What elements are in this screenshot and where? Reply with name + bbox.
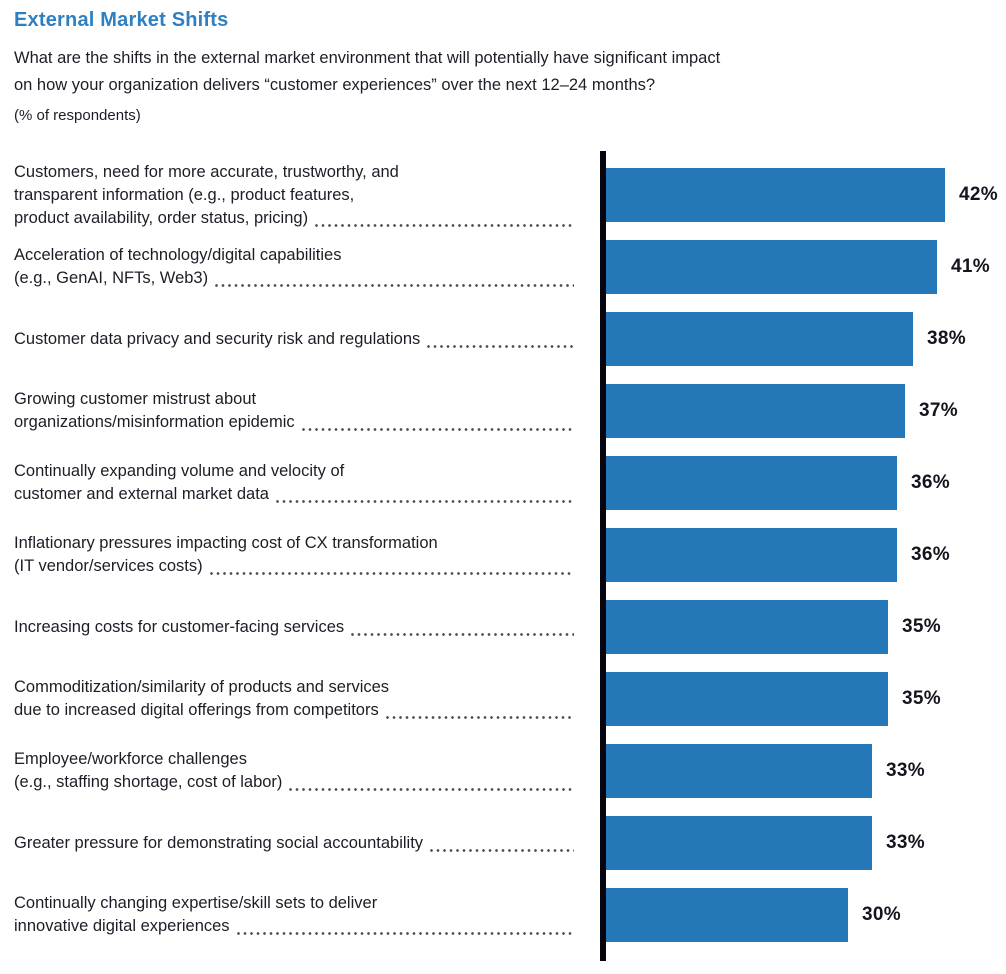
dotted-leader — [315, 223, 574, 227]
dotted-leader — [302, 427, 574, 431]
bar-cell — [606, 456, 950, 510]
value-label: 30% — [862, 904, 901, 925]
bar-row — [14, 303, 1006, 375]
category-label-line — [14, 771, 578, 794]
category-label-line — [14, 699, 578, 722]
category-label-text: innovative digital experiences — [14, 917, 230, 935]
bar-chart — [14, 159, 1006, 951]
bar-row — [14, 375, 1006, 447]
bar-cell — [606, 168, 998, 222]
category-label-line: Acceleration of technology/digital capabilities — [14, 246, 342, 264]
bar-cell — [606, 384, 958, 438]
value-label: 35% — [902, 688, 941, 709]
bar-row — [14, 591, 1006, 663]
category-label — [14, 328, 578, 351]
bar — [606, 672, 888, 726]
bar-cell — [606, 600, 941, 654]
bar — [606, 312, 913, 366]
category-label-text: customer and external market data — [14, 485, 269, 503]
category-label-line: transparent information (e.g., product features, — [14, 185, 355, 204]
survey-question-line: What are the shifts in the external market environment that will potentially have significant impact — [14, 49, 721, 67]
bar-cell — [606, 744, 925, 798]
category-label-line — [14, 267, 578, 290]
category-label — [14, 388, 578, 434]
category-label-text: due to increased digital offerings from competitors — [14, 701, 379, 719]
category-label-line: Growing customer mistrust about — [14, 390, 257, 408]
bar-row — [14, 231, 1006, 303]
bar-row — [14, 735, 1006, 807]
bar-row — [14, 159, 1006, 231]
category-label-text: Customer data privacy and security risk and regulations — [14, 329, 421, 348]
category-label-line — [14, 328, 578, 351]
bar — [606, 888, 848, 942]
dotted-leader — [276, 499, 574, 503]
category-label-text: (e.g., GenAI, NFTs, Web3) — [14, 269, 209, 287]
bar — [606, 816, 872, 870]
category-label-line — [14, 555, 578, 578]
value-label: 33% — [886, 760, 925, 781]
category-label-line: Inflationary pressures impacting cost of CX transformation — [14, 534, 438, 552]
value-label: 33% — [886, 832, 925, 853]
category-label-line — [14, 483, 578, 506]
category-label-line — [14, 832, 578, 855]
category-label-text: Greater pressure for demonstrating social accountability — [14, 833, 424, 852]
dotted-leader — [427, 344, 574, 348]
bar — [606, 456, 897, 510]
category-label-text: product availability, order status, pricing) — [14, 208, 309, 227]
bar-cell — [606, 312, 966, 366]
category-label-line — [14, 915, 578, 938]
dotted-leader — [430, 848, 574, 852]
axis-line — [600, 151, 606, 961]
bar-row — [14, 447, 1006, 519]
bar-row — [14, 807, 1006, 879]
category-label — [14, 832, 578, 855]
dotted-leader — [386, 715, 574, 719]
dotted-leader — [351, 632, 574, 636]
category-label-line — [14, 616, 578, 639]
category-label-line: Continually changing expertise/skill sets to deliver — [14, 894, 378, 912]
category-label-line — [14, 207, 578, 230]
dotted-leader — [237, 931, 574, 935]
bar-row — [14, 519, 1006, 591]
category-label-text: (e.g., staffing shortage, cost of labor) — [14, 773, 283, 791]
category-label — [14, 532, 578, 578]
bar-cell — [606, 816, 925, 870]
category-label-line: Commoditization/similarity of products and services — [14, 678, 390, 696]
category-label — [14, 244, 578, 290]
bar-cell — [606, 528, 950, 582]
page-title: External Market Shifts — [14, 9, 229, 31]
value-label: 36% — [911, 472, 950, 493]
category-label-line: Continually expanding volume and velocity of — [14, 462, 345, 480]
category-label — [14, 460, 578, 506]
value-label: 37% — [919, 400, 958, 421]
survey-question-line: on how your organization delivers “customer experiences” over the next 12–24 months? — [14, 76, 656, 94]
bar — [606, 600, 888, 654]
bar-row — [14, 879, 1006, 951]
bar-cell — [606, 888, 901, 942]
bar — [606, 240, 937, 294]
category-label — [14, 748, 578, 794]
category-label — [14, 892, 578, 938]
survey-question — [14, 45, 1006, 99]
value-label: 38% — [927, 328, 966, 349]
bar — [606, 528, 897, 582]
bar-row — [14, 663, 1006, 735]
category-label-line: Employee/workforce challenges — [14, 750, 247, 768]
category-label — [14, 676, 578, 722]
bar-rows — [14, 159, 1006, 951]
value-label: 36% — [911, 544, 950, 565]
value-label: 42% — [959, 184, 998, 205]
bar — [606, 168, 945, 222]
bar — [606, 744, 872, 798]
category-label-text: organizations/misinformation epidemic — [14, 413, 295, 431]
category-label-line — [14, 411, 578, 434]
respondents-note: (% of respondents) — [14, 107, 141, 124]
dotted-leader — [215, 283, 574, 287]
value-label: 41% — [951, 256, 990, 277]
dotted-leader — [289, 787, 574, 791]
bar — [606, 384, 905, 438]
bar-cell — [606, 672, 941, 726]
category-label-line: Customers, need for more accurate, trustworthy, and — [14, 162, 399, 181]
category-label — [14, 161, 578, 230]
dotted-leader — [210, 571, 574, 575]
category-label-text: (IT vendor/services costs) — [14, 557, 203, 575]
bar-cell — [606, 240, 990, 294]
category-label-text: Increasing costs for customer-facing services — [14, 617, 345, 636]
category-label — [14, 616, 578, 639]
value-label: 35% — [902, 616, 941, 637]
